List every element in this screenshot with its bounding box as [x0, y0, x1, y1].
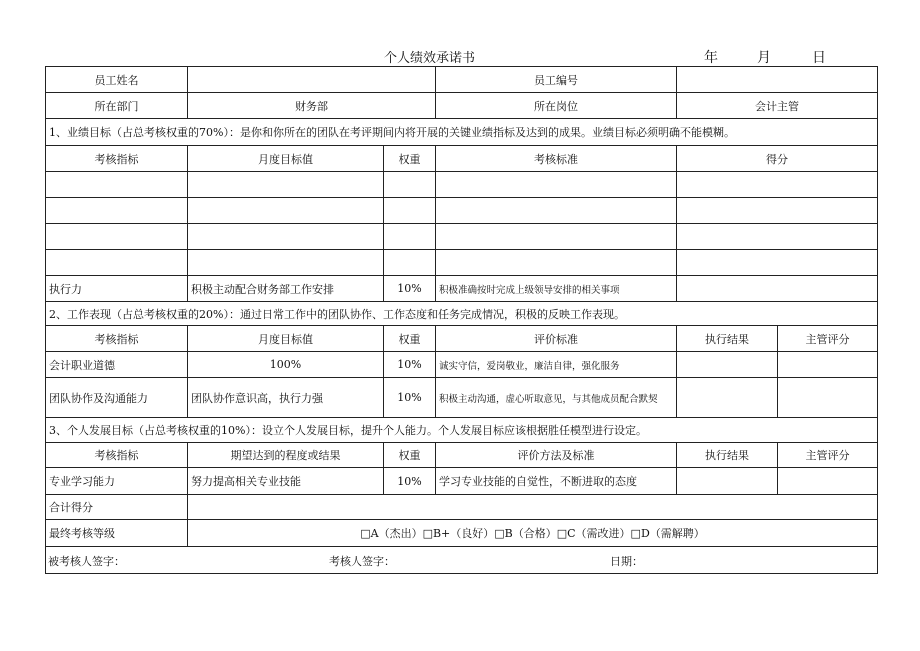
signature-cell: [46, 547, 878, 574]
target-cell[interactable]: [188, 250, 384, 276]
col-weight: 权重: [384, 146, 436, 172]
col-standard: 评价方法及标准: [436, 443, 677, 468]
day-label: 日: [812, 50, 826, 66]
employee-id-label: 员工编号: [436, 67, 677, 93]
table-row: [46, 378, 878, 418]
section3-heading: 3、个人发展目标（占总考核权重的10%）：设立个人发展目标，提升个人能力。个人发展目标应该根据胜任模型进行设定。: [46, 418, 878, 443]
target-cell: 100%: [188, 352, 384, 378]
col-standard: 评价标准: [436, 326, 677, 352]
employee-id-value-cell[interactable]: [677, 67, 878, 93]
performance-commitment-table: [45, 66, 878, 574]
score-cell[interactable]: [677, 172, 878, 198]
col-indicator: 考核指标: [46, 326, 188, 352]
table-row: [46, 250, 878, 276]
standard-cell[interactable]: [436, 172, 677, 198]
supervisor-cell[interactable]: [778, 352, 878, 378]
standard-cell: 积极主动沟通，虚心听取意见，与其他成员配合默契: [436, 378, 677, 418]
standard-cell[interactable]: [436, 224, 677, 250]
section3-header-row: [46, 443, 878, 468]
result-cell[interactable]: [677, 352, 778, 378]
target-cell[interactable]: [188, 198, 384, 224]
standard-cell[interactable]: [436, 250, 677, 276]
col-target: 月度目标值: [188, 146, 384, 172]
indicator-cell[interactable]: [46, 224, 188, 250]
indicator-cell: 团队协作及沟通能力: [46, 378, 188, 418]
table-row: [46, 198, 878, 224]
weight-cell[interactable]: [384, 198, 436, 224]
result-cell[interactable]: [677, 378, 778, 418]
col-weight: 权重: [384, 443, 436, 468]
dept-value: 财务部: [188, 93, 436, 119]
indicator-cell[interactable]: [46, 172, 188, 198]
weight-cell: 10%: [384, 468, 436, 495]
target-cell: 团队协作意识高，执行力强: [188, 378, 384, 418]
standard-cell: 学习专业技能的自觉性，不断进取的态度: [436, 468, 677, 495]
col-supervisor: 主管评分: [778, 326, 878, 352]
post-label: 所在岗位: [436, 93, 677, 119]
table-row: [46, 352, 878, 378]
examiner-signature-label[interactable]: 考核人签字：: [329, 555, 395, 568]
target-cell[interactable]: [188, 172, 384, 198]
date-label[interactable]: 日期：: [610, 555, 643, 568]
target-cell[interactable]: [188, 224, 384, 250]
weight-cell[interactable]: [384, 172, 436, 198]
weight-cell: 10%: [384, 352, 436, 378]
grade-label: 最终考核等级: [46, 520, 188, 547]
score-cell[interactable]: [677, 276, 878, 302]
section2-heading: 2、工作表现（占总考核权重的20%）：通过日常工作中的团队协作、工作态度和任务完成情况，积极的反映工作表现。: [46, 302, 878, 326]
table-row: [46, 172, 878, 198]
signature-row: [46, 547, 878, 574]
standard-cell: 诚实守信，爱岗敬业，廉洁自律，强化服务: [436, 352, 677, 378]
grade-options[interactable]: □A（杰出）□B+（良好）□B（合格）□C（需改进）□D（需解聘）: [188, 520, 878, 547]
score-cell[interactable]: [677, 198, 878, 224]
col-result: 执行结果: [677, 443, 778, 468]
post-value: 会计主管: [677, 93, 878, 119]
col-result: 执行结果: [677, 326, 778, 352]
section1-header-row: [46, 146, 878, 172]
table-row: [46, 276, 878, 302]
total-label: 合计得分: [46, 495, 188, 520]
section1-heading-row: [46, 119, 878, 146]
weight-cell[interactable]: [384, 224, 436, 250]
supervisor-cell[interactable]: [778, 378, 878, 418]
score-cell[interactable]: [677, 224, 878, 250]
target-cell: 积极主动配合财务部工作安排: [188, 276, 384, 302]
col-target: 期望达到的程度或结果: [188, 443, 384, 468]
total-value-cell[interactable]: [188, 495, 878, 520]
standard-cell[interactable]: [436, 198, 677, 224]
col-weight: 权重: [384, 326, 436, 352]
col-supervisor: 主管评分: [778, 443, 878, 468]
examinee-signature-label[interactable]: 被考核人签字：: [48, 555, 125, 568]
month-label: 月: [757, 50, 771, 66]
indicator-cell: 专业学习能力: [46, 468, 188, 495]
dept-label: 所在部门: [46, 93, 188, 119]
weight-cell[interactable]: [384, 250, 436, 276]
col-score: 得分: [677, 146, 878, 172]
score-cell[interactable]: [677, 250, 878, 276]
grade-row: [46, 520, 878, 547]
standard-cell: 积极准确按时完成上级领导安排的相关事项: [436, 276, 677, 302]
total-row: [46, 495, 878, 520]
indicator-cell: 会计职业道德: [46, 352, 188, 378]
indicator-cell: 执行力: [46, 276, 188, 302]
weight-cell: 10%: [384, 276, 436, 302]
col-standard: 考核标准: [436, 146, 677, 172]
weight-cell: 10%: [384, 378, 436, 418]
section1-heading: 1、业绩目标（占总考核权重的70%）：是你和你所在的团队在考评期间内将开展的关键业绩指标及达到的成果。业绩目标必须明确不能模糊。: [46, 119, 878, 146]
col-target: 月度目标值: [188, 326, 384, 352]
section2-header-row: [46, 326, 878, 352]
section3-heading-row: [46, 418, 878, 443]
col-indicator: 考核指标: [46, 443, 188, 468]
section2-heading-row: [46, 302, 878, 326]
name-value-cell[interactable]: [188, 67, 436, 93]
supervisor-cell[interactable]: [778, 468, 878, 495]
col-indicator: 考核指标: [46, 146, 188, 172]
table-row: [46, 468, 878, 495]
result-cell[interactable]: [677, 468, 778, 495]
info-row-name: [46, 67, 878, 93]
name-label: 员工姓名: [46, 67, 188, 93]
indicator-cell[interactable]: [46, 250, 188, 276]
table-row: [46, 224, 878, 250]
page-title: 个人绩效承诺书: [384, 51, 476, 66]
info-row-dept: [46, 93, 878, 119]
year-label: 年: [704, 50, 718, 66]
target-cell: 努力提高相关专业技能: [188, 468, 384, 495]
indicator-cell[interactable]: [46, 198, 188, 224]
